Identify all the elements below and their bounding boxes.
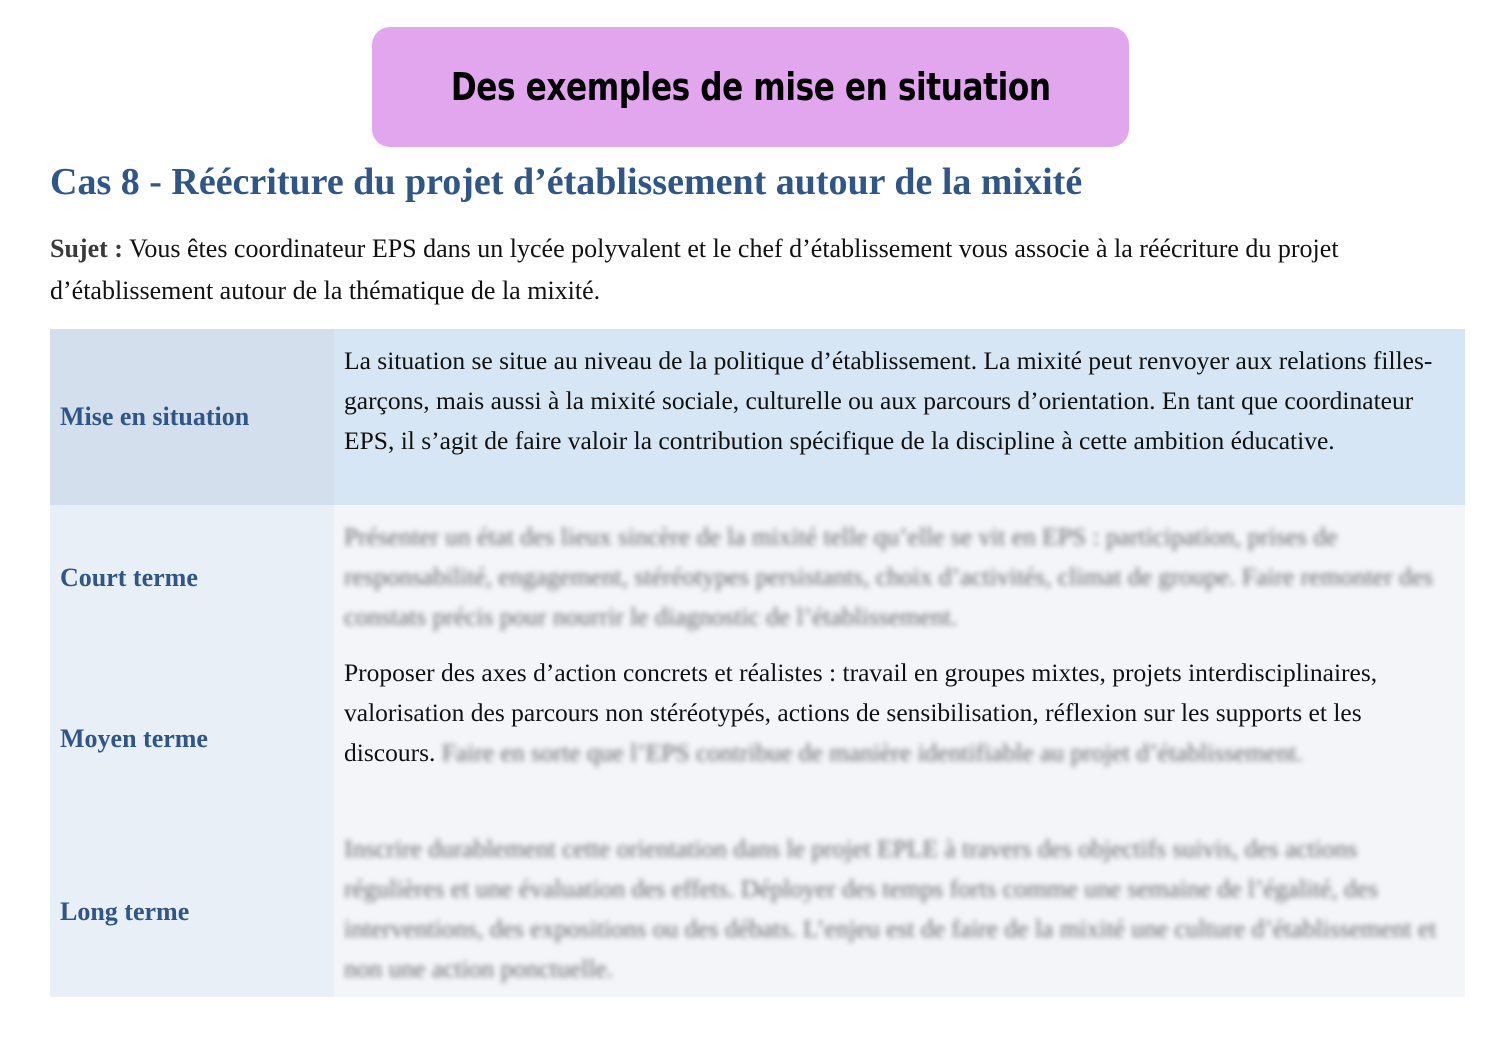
case-subject [50,228,1470,312]
table-row-mise-en-situation [50,329,1465,505]
case-title: Cas 8 - Réécriture du projet d’établissement autour de la mixité [50,161,1083,203]
row-text [334,651,1465,826]
table-row-court-terme [50,505,1465,651]
subject-text: Vous êtes coordinateur EPS dans un lycée polyvalent et le chef d’établissement vous associe à la réécriture du projet d’établissement autour de la thématique de la mixité. [50,234,1339,305]
case-table [50,329,1465,997]
row-text: La situation se situe au niveau de la politique d’établissement. La mixité peut renvoyer aux relations filles-garçons, mais aussi à la mixité sociale, culturelle ou aux parcours d’orientation. En tant que coordinateur EPS, il s’agit de faire valoir la contribution spécifique de la discipline à cette ambition éducative. [344,346,1433,455]
blurred-text: Faire en sorte que l’EPS contribue de manière identifiable au projet d’établissement. [435,738,1303,767]
row-label: Mise en situation [50,329,334,505]
visible-text: Proposer des axes d’action concrets et réalistes : travail en groupes mixtes, projets interdisciplinaires, valorisation des parcours non stéréotypés, actions de sensibilisation, réflexion sur les supports et les discours. [344,658,1378,767]
row-text [334,826,1465,997]
banner-title: Des exemples de mise en situation [450,65,1051,109]
row-label: Court terme [50,505,334,651]
subject-label: Sujet : [50,234,123,263]
row-label: Long terme [50,826,334,997]
table-row-long-terme [50,826,1465,997]
row-label: Moyen terme [50,651,334,826]
blurred-text: Présenter un état des lieux sincère de la mixité telle qu’elle se vit en EPS : participation, prises de responsabilité, engagement, stéréotypes persistants, choix d’activités, climat de groupe. Faire remonter des constats précis pour nourrir le diagnostic de l’établissement. [344,522,1434,631]
table-row-moyen-terme [50,651,1465,826]
row-text [334,505,1465,651]
blurred-text: Inscrire durablement cette orientation dans le projet EPLE à travers des objectifs suivis, des actions régulières et une évaluation des effets. Déployer des temps forts comme une semaine de l’égalité, des interventions, des expositions ou des débats. L’enjeu est de faire de la mixité une culture d’établissement et non une action ponctuelle. [344,834,1437,983]
title-banner [372,27,1129,147]
